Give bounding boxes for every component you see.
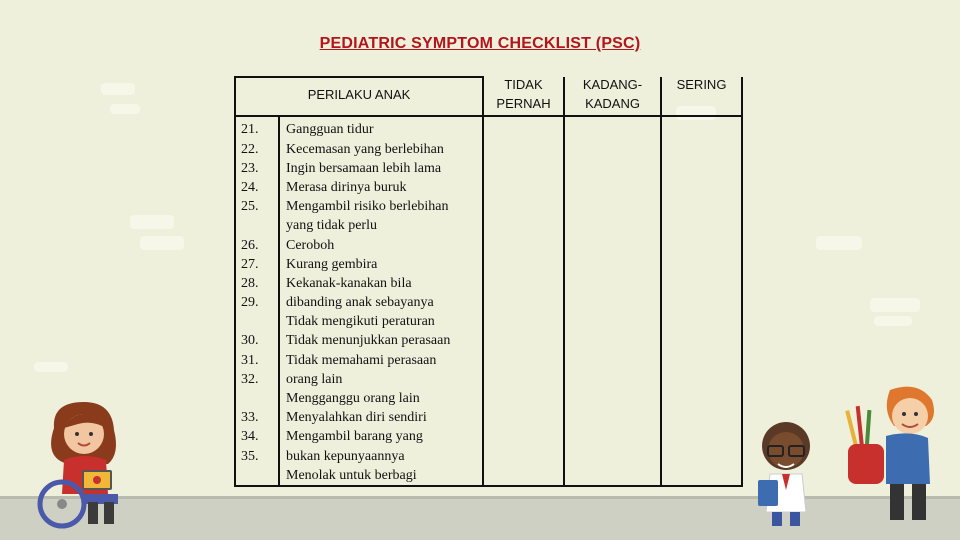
chalk-mark [870,298,920,312]
list-item: Ingin bersamaan lebih lama [286,160,442,176]
list-item: Tidak mengikuti peraturan [286,314,435,330]
girl-wheelchair-illustration [28,398,148,530]
chalk-mark [34,362,68,372]
sometimes-answer-cell[interactable] [564,116,661,486]
list-item: bukan kepunyaannya [286,448,405,464]
behavior-column-header: PERILAKU ANAK [235,77,483,116]
boy-glasses-illustration [748,414,824,530]
list-item: Kecemasan yang berlebihan [286,141,444,157]
column-header-sometimes: KADANG- KADANG [564,77,661,116]
page-title: PEDIATRIC SYMPTOM CHECKLIST (PSC) [319,35,641,52]
chalk-mark [874,316,912,326]
often-answer-cell[interactable] [661,116,742,486]
item-numbers: 21. 22. 23. 24. 25. 26. 27. 28. 29. 30. 31. 32. 33. 34. 35. [235,116,279,486]
never-answer-cell[interactable] [483,116,564,486]
list-item: Kekanak-kanakan bila [286,275,412,291]
list-item: Merasa dirinya buruk [286,179,407,195]
list-item: Tidak memahami perasaan [286,352,437,368]
list-item: Menolak untuk berbagi [286,467,417,483]
list-item: Mengganggu orang lain [286,391,420,406]
item-descriptions [279,116,483,486]
chalk-mark [130,215,174,229]
symptom-checklist-table [234,76,743,487]
column-header-never: TIDAK PERNAH [483,77,564,116]
list-item: Mengambil barang yang [286,429,423,445]
column-header-often: SERING [661,77,742,116]
list-item: Gangguan tidur [286,122,374,138]
list-item: orang lain [286,371,343,387]
chalk-mark [816,236,862,250]
boy-backpack-illustration [842,380,942,528]
chalk-mark [110,104,140,114]
list-item: dibanding anak sebayanya [286,295,434,311]
list-item: Mengambil risiko berlebihan [286,199,449,215]
chalk-mark [140,236,184,250]
list-item: yang tidak perlu [286,218,377,234]
list-item: Ceroboh [286,237,335,253]
list-item: Kurang gembira [286,256,378,272]
list-item: Menyalahkan diri sendiri [286,410,427,426]
list-item: Tidak menunjukkan perasaan [286,333,451,349]
chalk-mark [101,83,135,95]
